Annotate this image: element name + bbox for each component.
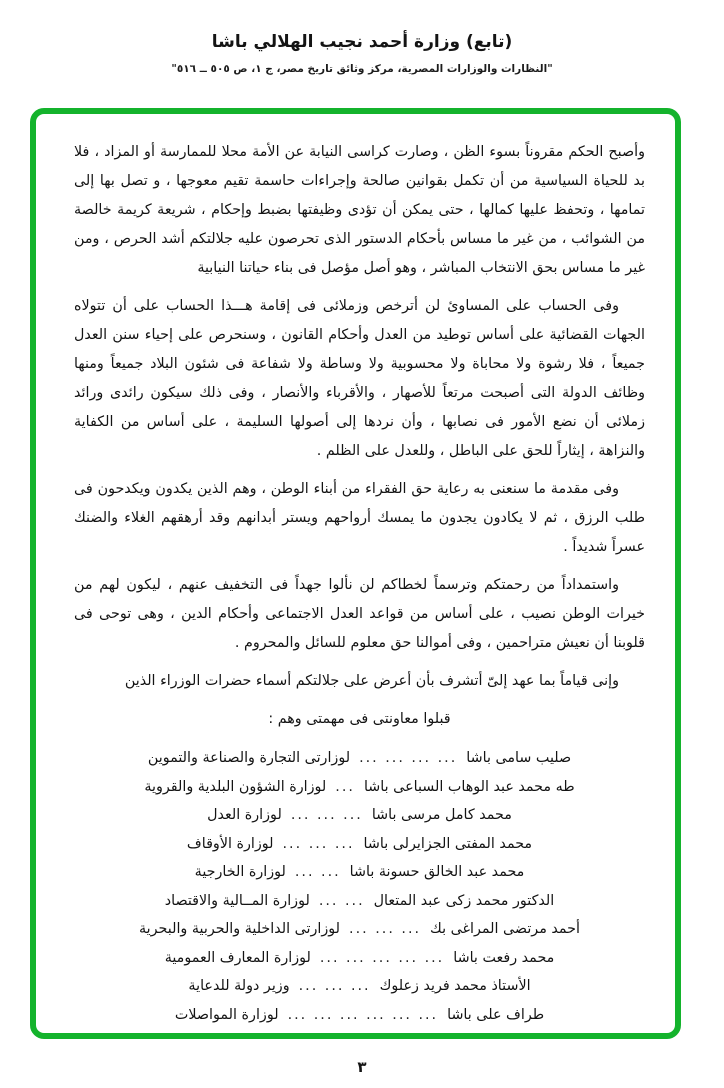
dot-leader: ... ... ... ... ... xyxy=(319,949,445,966)
minister-row xyxy=(74,801,645,830)
minister-name: طراف على باشا xyxy=(447,1006,545,1023)
minister-portfolio: لوزارة الشؤون البلدية والقروية xyxy=(144,778,327,795)
paragraph-4: واستمداداً من رحمتكم وترسماً لخطاكم لن نألوا جهداً فى التخفيف عنهم ، ليكون لهم من خيرات الوطن نصيب ، على أساس من قواعد العدل الاجتماعى وأحكام الدين ، وهى توحى فى قلوبنا أن نعيش متراحمين ، وفى أموالنا حق معلوم للسائل والمحروم . xyxy=(74,577,645,651)
document-title: (تابع) وزارة أحمد نجيب الهلالي باشا xyxy=(211,32,513,52)
minister-portfolio: لوزارة العدل xyxy=(207,807,282,823)
dot-leader: ... ... xyxy=(294,864,341,880)
source-citation: "النظارات والوزارات المصرية، مركز وثائق تاريخ مصر، ج ١، ص ٥٠٥ ــ ٥١٦" xyxy=(171,63,553,75)
dot-leader: ... ... ... ... xyxy=(359,750,458,766)
minister-portfolio: لوزارة المعارف العمومية xyxy=(164,949,311,966)
dot-leader: ... ... ... xyxy=(290,807,363,823)
minister-name: الأستاذ محمد فريد زعلوك xyxy=(379,978,531,994)
paragraph-3: وفى مقدمة ما سنعنى به رعاية حق الفقراء من أبناء الوطن ، وهم الذين يكدون ويكدحون فى طلب الرزق ، ثم لا يكادون يجدون ما يمسك أرواحهم ويستر أبدانهم وقد أرهقهم الغلاء والضنك عسراً شديداً . xyxy=(74,481,645,555)
ministers-list xyxy=(74,744,645,1029)
minister-name: محمد عبد الخالق حسونة باشا xyxy=(349,864,525,880)
minister-name: طه محمد عبد الوهاب السباعى باشا xyxy=(363,778,575,795)
minister-row xyxy=(74,915,645,944)
minister-portfolio: لوزارة المواصلات xyxy=(174,1006,279,1023)
minister-portfolio: لوزارتى التجارة والصناعة والتموين xyxy=(147,750,351,766)
closing-line-1: وإنى قياماً بما عهد إلىّ أتشرف بأن أعرض على جلالتكم أسماء حضرات الوزراء الذين xyxy=(124,673,619,689)
minister-row xyxy=(74,773,645,802)
document-frame xyxy=(30,108,681,1039)
dot-leader: ... ... xyxy=(318,892,365,909)
dot-leader: ... xyxy=(335,778,355,795)
page-number: ٣ xyxy=(357,1058,367,1076)
minister-row xyxy=(74,744,645,773)
minister-row xyxy=(74,944,645,973)
minister-portfolio: لوزارة الخارجية xyxy=(194,864,286,880)
minister-name: محمد كامل مرسى باشا xyxy=(371,807,512,823)
dot-leader: ... ... ... xyxy=(298,978,371,994)
minister-name: محمد رفعت باشا xyxy=(453,949,555,966)
minister-portfolio: لوزارتى الداخلية والحربية والبحرية xyxy=(139,921,341,937)
minister-name: محمد المفتى الجزايرلى باشا xyxy=(363,835,533,852)
minister-portfolio: لوزارة المــالية والاقتصاد xyxy=(164,892,310,909)
minister-row xyxy=(74,858,645,887)
minister-row xyxy=(74,972,645,1001)
paragraph-2: وفى الحساب على المساوئ لن أترخص وزملائى فى إقامة هـــذا الحساب على أن تتولاه الجهات القضائية على أساس توطيد من العدل وأحكام القانون ، وسنحرص على إحياء سنن العدل جميعاً ، فلا رشوة ولا محاباة ولا محسوبية ولا وساطة ولا شفاعة فى شئون البلاد جميعاً ومنها وظائف الدولة التى أصبحت مرتعاً للأصهار ، والأقرباء والأنصار ، وفى ذلك سيكون رائدى ورائد زملائى أن نضع الأمور فى نصابها ، وأن نردها إلى أصولها السليمة ، على أساس من الكفاية والنزاهة ، إيثاراً للحق على الباطل ، وللعدل على الظلم . xyxy=(74,298,645,459)
minister-portfolio: وزير دولة للدعاية xyxy=(188,978,290,994)
minister-name: صليب سامى باشا xyxy=(466,750,572,766)
minister-name: أحمد مرتضى المراغى بك xyxy=(430,921,580,937)
minister-name: الدكتور محمد زكى عبد المتعال xyxy=(373,892,555,909)
minister-row xyxy=(74,887,645,916)
dot-leader: ... ... ... xyxy=(349,921,422,937)
paragraph-1: وأصبح الحكم مقروناً بسوء الظن ، وصارت كراسى النيابة عن الأمة محلا للممارسة أو المزاد ، فلا بد للحياة السياسية من أن تكمل بقوانين صالحة وإجراءات حاسمة تقيم معوجها ، و تصل بها إلى تمامها ، وتحفظ عليها كمالها ، حتى يمكن أن تؤدى وظيفتها بضبط وإحكام ، شريعة كريمة خالصة من الشوائب ، من غير ما مساس بأحكام الدستور الذى تحرصون عليه جلالتكم أشد الحرص ، ومن غير ما مساس بحق الانتخاب المباشر ، وهو أصل مؤصل فى بناء حياتنا النيابية xyxy=(74,144,645,276)
minister-row xyxy=(74,1001,645,1030)
dot-leader: ... ... ... xyxy=(282,835,355,852)
minister-row xyxy=(74,830,645,859)
dot-leader: ... ... ... ... ... ... xyxy=(287,1006,439,1023)
closing-line-2: قبلوا معاونتى فى مهمتى وهم : xyxy=(268,711,451,727)
minister-portfolio: لوزارة الأوقاف xyxy=(186,835,274,852)
document-header xyxy=(0,32,724,75)
